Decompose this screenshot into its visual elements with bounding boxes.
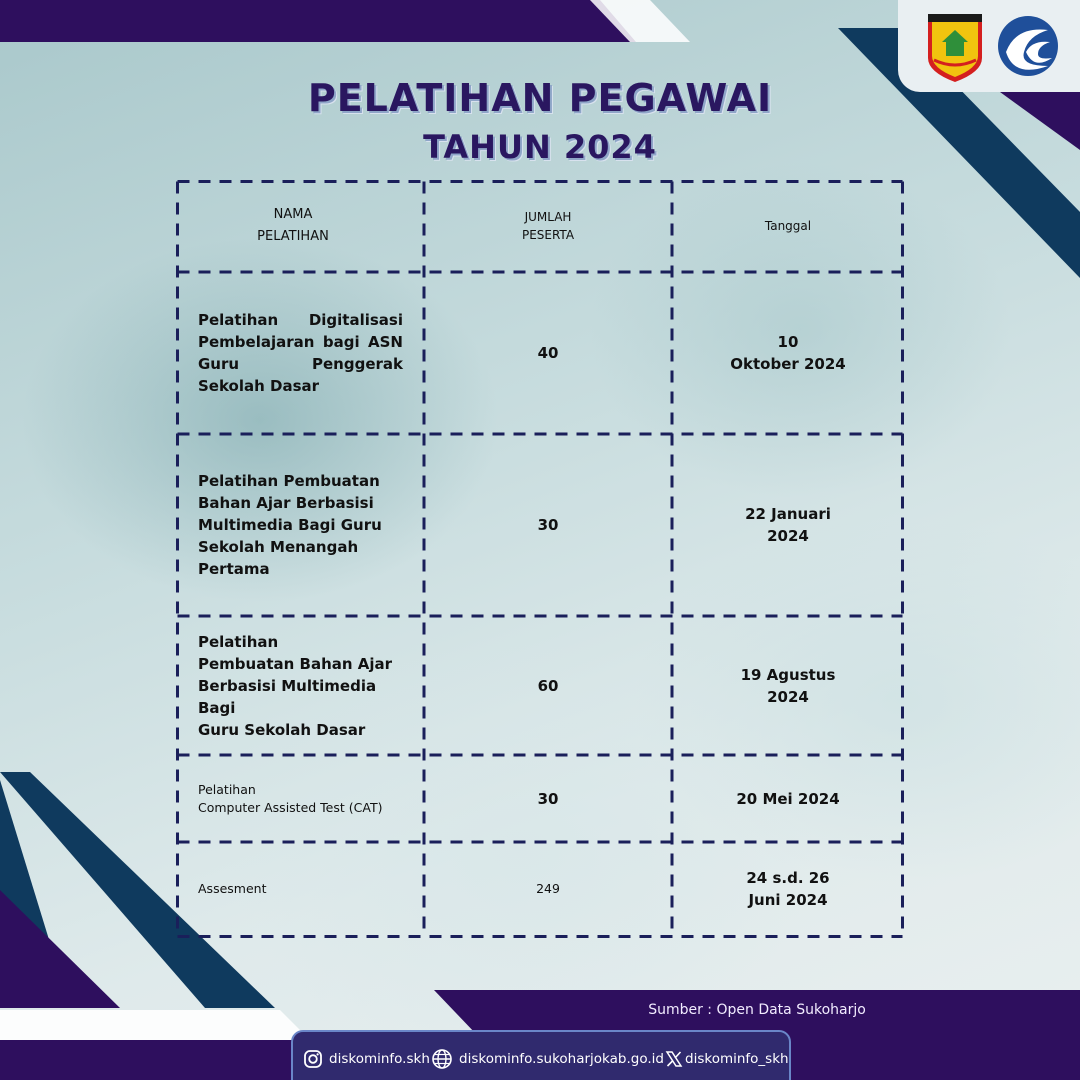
regency-emblem-icon [928, 14, 982, 82]
header-tanggal: Tanggal [764, 219, 812, 233]
row-4-jumlah: 30 [537, 789, 559, 808]
row-3-nama: Pelatihan Pembuatan Bahan Ajar Berbasisi Multimedia Bagi Guru Sekolah Dasar [198, 632, 393, 739]
x-logo-icon [665, 1050, 683, 1068]
row-2-nama: Pelatihan Pembuatan Bahan Ajar Berbasisi Multimedia Bagi Guru Sekolah Menangah Pertama [198, 472, 382, 578]
page-title: PELATIHAN PEGAWAI [307, 76, 773, 120]
header-nama-pelatihan: NAMA PELATIHAN [257, 207, 329, 244]
x-link[interactable] [665, 1048, 789, 1070]
source-note: Sumber : Open Data Sukoharjo [648, 1002, 866, 1018]
kominfo-logo-icon [998, 16, 1058, 76]
row-1-tanggal: 10 Oktober 2024 [730, 333, 846, 373]
page-subtitle: TAHUN 2024 [423, 128, 657, 166]
row-5-nama: Assesment [198, 881, 267, 896]
row-2-tanggal: 22 Januari 2024 [745, 505, 831, 545]
instagram-handle: diskominfo.skh [329, 1051, 430, 1067]
x-handle: diskominfo_skh [685, 1051, 789, 1067]
globe-icon [431, 1048, 453, 1070]
row-3-tanggal: 19 Agustus 2024 [740, 665, 836, 706]
row-5-jumlah: 249 [536, 881, 560, 896]
training-table [176, 180, 904, 938]
row-1-jumlah: 40 [537, 344, 559, 362]
row-3-jumlah: 60 [537, 676, 559, 695]
website-link[interactable] [431, 1048, 664, 1070]
website-url: diskominfo.sukoharjokab.go.id [459, 1051, 664, 1067]
row-4-tanggal: 20 Mei 2024 [736, 789, 840, 808]
social-footer [291, 1030, 791, 1080]
row-1-nama: Pelatihan Digitalisasi Pembelajaran bagi ASN Guru Penggerak Sekolah Dasar [198, 311, 403, 395]
instagram-link[interactable] [303, 1048, 430, 1070]
row-2-jumlah: 30 [537, 516, 559, 534]
row-5-tanggal: 24 s.d. 26 Juni 2024 [746, 869, 830, 909]
header-jumlah-peserta: JUMLAH PESERTA [521, 210, 575, 242]
instagram-icon [303, 1049, 323, 1069]
row-4-nama: Pelatihan Computer Assisted Test (CAT) [198, 781, 383, 815]
